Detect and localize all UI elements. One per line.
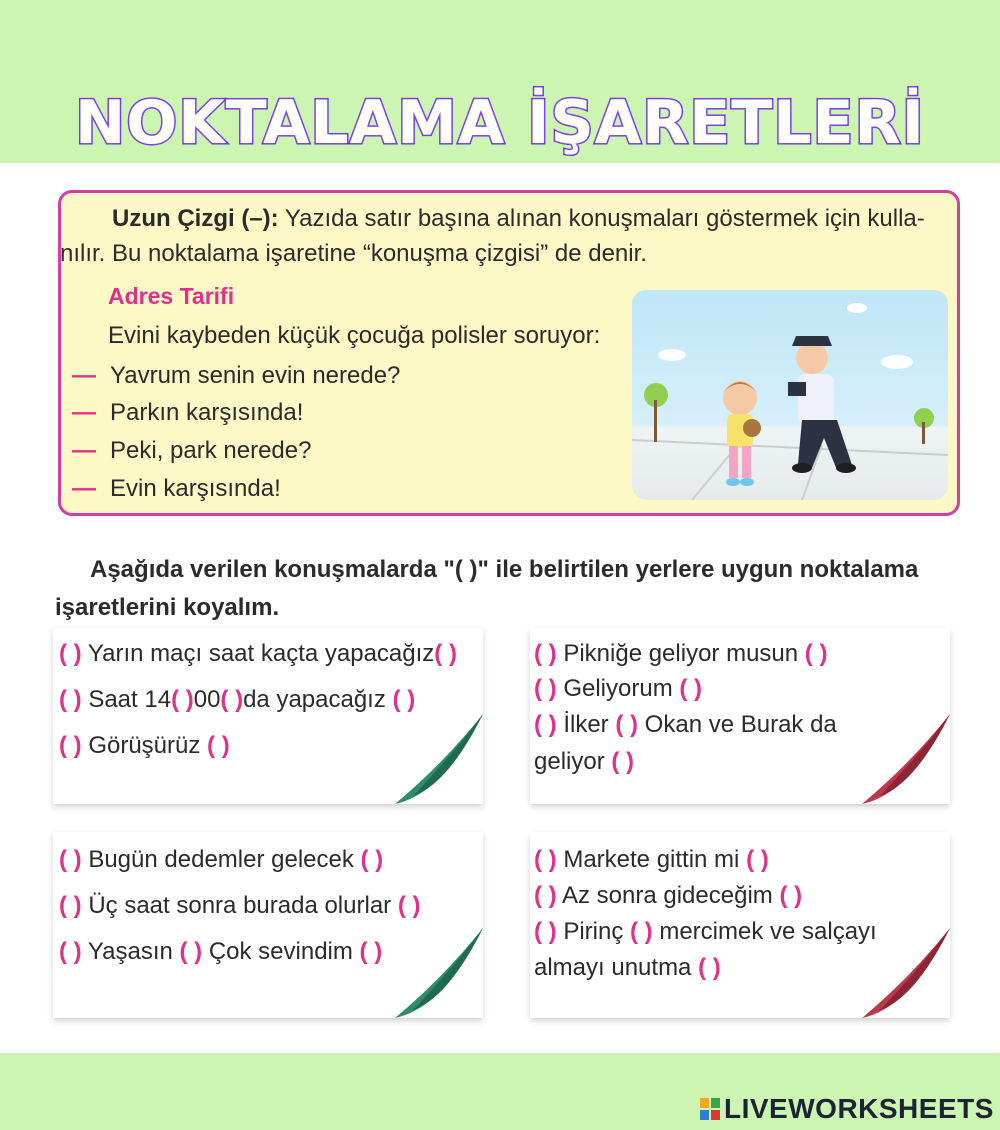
page-title: NOKTALAMA İŞARETLERİ: [75, 88, 925, 158]
blank-paren[interactable]: ( ): [679, 675, 703, 702]
card-line: [534, 675, 702, 703]
blank-paren[interactable]: ( ): [59, 938, 82, 965]
line-text: 00: [193, 686, 221, 713]
dash-mark: —: [72, 475, 96, 502]
exercise-card-2: [530, 628, 950, 804]
blank-paren[interactable]: ( ): [534, 711, 557, 738]
exercise-card-3: [53, 832, 483, 1018]
card-line: [534, 918, 877, 946]
blank-paren[interactable]: ( ): [171, 686, 194, 713]
blank-paren[interactable]: ( ): [779, 882, 803, 909]
card-line: [534, 882, 802, 910]
card-line: [59, 846, 383, 874]
line-text: Üç saat sonra burada olurlar: [88, 892, 392, 919]
page-curl-icon: [383, 714, 483, 804]
card-line: [534, 846, 769, 874]
task-instruction: Aşağıda verilen konuşmalarda "( )" ile belirtilen yerlere uygun noktalama: [90, 556, 919, 583]
line-text: Pikniğe geliyor musun: [563, 640, 799, 667]
line-text: Az sonra gideceğim: [562, 882, 773, 909]
example-subtitle: Adres Tarifi: [108, 283, 235, 309]
line-text: Yarın maçı saat kaçta yapacağız: [87, 640, 435, 667]
blank-paren[interactable]: ( ): [534, 918, 557, 945]
example-intro: Evini kaybeden küçük çocuğa polisler soruyor:: [108, 322, 601, 349]
line-text: geliyor: [534, 748, 605, 775]
dash-mark: —: [72, 362, 96, 389]
blank-paren[interactable]: ( ): [534, 675, 557, 702]
line-text: da yapacağız: [243, 686, 386, 713]
line-text: Okan ve Burak da: [644, 711, 837, 738]
card-line: [59, 732, 230, 760]
definition-text-2: nılır. Bu noktalama işaretine “konuşma çizgisi” de denir.: [60, 240, 647, 267]
blank-paren[interactable]: ( ): [392, 686, 416, 713]
blank-paren[interactable]: ( ): [746, 846, 769, 873]
blank-paren[interactable]: ( ): [630, 918, 653, 945]
dialogue-text: Parkın karşısında!: [110, 399, 304, 426]
line-text: İlker: [563, 711, 609, 738]
blank-paren[interactable]: ( ): [434, 640, 457, 667]
card-line: [59, 892, 420, 920]
dash-mark: —: [72, 437, 96, 464]
card-line: [534, 954, 721, 982]
dialogue-text: Evin karşısında!: [110, 475, 281, 502]
line-text: mercimek ve salçayı: [659, 918, 877, 945]
card-line: [59, 686, 415, 714]
line-text: Bugün dedemler gelecek: [88, 846, 354, 873]
blank-paren[interactable]: ( ): [534, 882, 557, 909]
blank-paren[interactable]: ( ): [397, 892, 421, 919]
line-text: Saat 14: [88, 686, 172, 713]
brand-name: LIVEWORKSHEETS: [724, 1093, 994, 1124]
liveworksheets-icon: [700, 1098, 720, 1120]
page-curl-icon: [850, 928, 950, 1018]
line-text: Geliyorum: [563, 675, 673, 702]
line-text: almayı unutma: [534, 954, 692, 981]
liveworksheets-logo[interactable]: [700, 1093, 994, 1125]
dialogue-line: [72, 437, 311, 465]
exercise-card-4: [530, 832, 950, 1018]
blank-paren[interactable]: ( ): [59, 640, 82, 667]
dash-mark: —: [72, 399, 96, 426]
blank-paren[interactable]: ( ): [179, 938, 203, 965]
blank-paren[interactable]: ( ): [611, 748, 635, 775]
line-text: Çok sevindim: [208, 938, 353, 965]
blank-paren[interactable]: ( ): [59, 892, 82, 919]
blank-paren[interactable]: ( ): [207, 732, 230, 759]
police-child-illustration: [632, 290, 948, 500]
blank-paren[interactable]: ( ): [534, 846, 557, 873]
card-line: [534, 640, 827, 668]
line-text: Yaşasın: [87, 938, 173, 965]
blank-paren[interactable]: ( ): [359, 938, 383, 965]
blank-paren[interactable]: ( ): [360, 846, 384, 873]
card-line: [59, 640, 457, 668]
blank-paren[interactable]: ( ): [220, 686, 244, 713]
blank-paren[interactable]: ( ): [59, 732, 82, 759]
blank-paren[interactable]: ( ): [615, 711, 638, 738]
definition-text: Yazıda satır başına alınan konuşmaları göstermek için kulla-: [278, 205, 925, 232]
card-line: [534, 711, 837, 739]
page-curl-icon: [383, 928, 483, 1018]
definition-term: Uzun Çizgi (–):: [112, 205, 279, 232]
dialogue-text: Peki, park nerede?: [110, 437, 312, 464]
blank-paren[interactable]: ( ): [59, 846, 82, 873]
card-line: [534, 748, 634, 776]
blank-paren[interactable]: ( ): [698, 954, 721, 981]
dialogue-line: [72, 362, 400, 390]
blank-paren[interactable]: ( ): [534, 640, 557, 667]
task-instruction-2: işaretlerini koyalım.: [55, 594, 280, 621]
line-text: Markete gittin mi: [563, 846, 740, 873]
line-text: Pirinç: [563, 918, 624, 945]
dialogue-line: [72, 475, 281, 503]
line-text: Görüşürüz: [88, 732, 201, 759]
blank-paren[interactable]: ( ): [804, 640, 828, 667]
exercise-card-1: [53, 628, 483, 804]
info-definition: [112, 205, 962, 233]
dialogue-line: [72, 399, 303, 427]
blank-paren[interactable]: ( ): [59, 686, 82, 713]
page-curl-icon: [850, 714, 950, 804]
card-line: [59, 938, 382, 966]
dialogue-text: Yavrum senin evin nerede?: [110, 362, 401, 389]
